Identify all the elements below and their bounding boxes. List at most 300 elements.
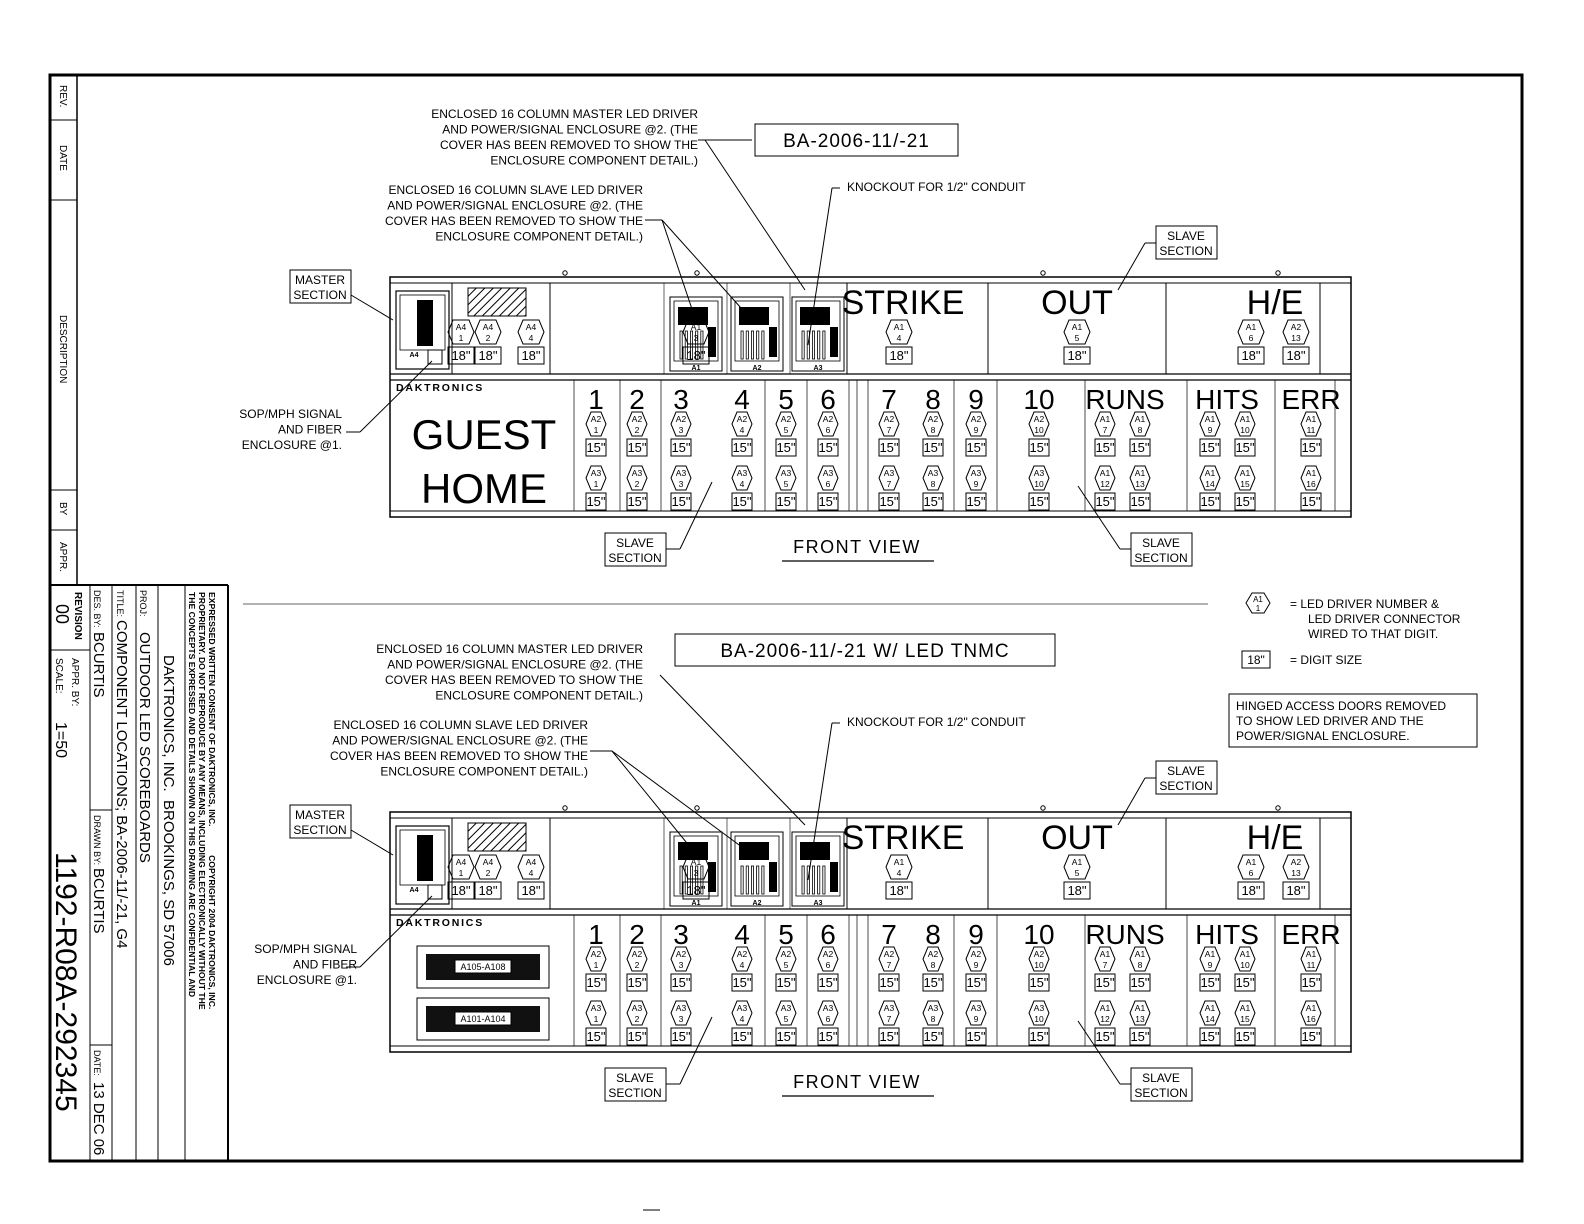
- lift-eye: [695, 271, 699, 275]
- row1-digit-12-connector: 8: [1137, 425, 1143, 435]
- slave-driver-enclosure-label: A2: [752, 365, 762, 372]
- slave-driver-enclosure-module: [802, 331, 804, 359]
- row2-digit-12-size: 15": [1130, 494, 1150, 509]
- row1-digit-11-connector: 7: [1102, 425, 1108, 435]
- project-value: OUTDOOR LED SCOREBOARDS: [136, 632, 153, 863]
- slave-driver-enclosure-module: [802, 866, 804, 894]
- row1-digit-1-size: 15": [586, 440, 606, 455]
- row2-digit-14-driver: A1: [1239, 1003, 1251, 1013]
- row2-digit-12-size: 15": [1130, 1029, 1150, 1044]
- sop-enclosure-note: SOP/MPH SIGNAL: [239, 407, 342, 421]
- top-digit-5-connector: 4: [896, 868, 902, 878]
- row1-digit-8-size: 15": [923, 975, 943, 990]
- row1-digit-9-size: 15": [966, 440, 986, 455]
- row2-digit-7-size: 15": [879, 1029, 899, 1044]
- notice-line-3: EXPRESSED WRITTEN CONSENT OF DAKTRONICS, INC. COPYRIGHT 2004 DAKTRONICS, INC.: [207, 592, 217, 1010]
- sop-board: [417, 835, 433, 881]
- top-digit-1-size: 18": [451, 883, 471, 898]
- team-guest-label: GUEST: [411, 411, 557, 458]
- top-digit-4-driver: A1: [690, 322, 702, 332]
- lift-eye: [1041, 271, 1045, 275]
- column-label-4: 4: [734, 384, 750, 415]
- row2-digit-11-driver: A1: [1099, 1003, 1111, 1013]
- column-label-10: 10: [1023, 919, 1055, 950]
- row2-digit-1-size: 15": [586, 1029, 606, 1044]
- column-label-8: 8: [925, 919, 941, 950]
- row1-digit-7-size: 15": [879, 975, 899, 990]
- slave-driver-enclosure-terminal: [769, 862, 777, 892]
- column-label-5: 5: [778, 384, 794, 415]
- row2-digit-15-size: 15": [1301, 494, 1321, 509]
- row1-digit-15-connector: 11: [1306, 960, 1316, 970]
- notice-line-1: THE CONCEPTS EXPRESSED AND DETAILS SHOWN ON THIS DRAWING ARE CONFIDENTIAL AND: [187, 592, 197, 998]
- slave-driver-enclosure-module: [751, 866, 753, 894]
- row2-digit-1-size: 15": [586, 494, 606, 509]
- top-digit-2-connector: 2: [485, 333, 491, 343]
- fiber-box: [428, 885, 442, 899]
- row2-digit-2-size: 15": [627, 1029, 647, 1044]
- date-col-label: DATE: [57, 145, 68, 171]
- column-label-2: 2: [629, 919, 645, 950]
- row1-digit-1-driver: A2: [590, 414, 602, 424]
- leader-line: [662, 220, 750, 318]
- slave-section-label: SLAVE: [616, 1071, 654, 1085]
- row2-digit-3-size: 15": [671, 1029, 691, 1044]
- enclosure-label-a4: A4: [409, 887, 419, 894]
- row2-digit-7-size: 15": [879, 494, 899, 509]
- strike-label: STRIKE: [841, 819, 965, 857]
- slave-driver-enclosure-driver-board: [800, 842, 830, 860]
- top-digit-3-size: 18": [521, 883, 541, 898]
- row1-digit-1-size: 15": [586, 975, 606, 990]
- sop-board: [417, 300, 433, 346]
- row2-digit-13-size: 15": [1200, 1029, 1220, 1044]
- top-digit-4-size: 18": [686, 348, 706, 363]
- title-label: TITLE:: [115, 590, 125, 618]
- row1-digit-13-size: 15": [1200, 975, 1220, 990]
- row1-digit-7-size: 15": [879, 440, 899, 455]
- strike-label: STRIKE: [841, 284, 965, 322]
- enclosure-label-a4: A4: [409, 352, 419, 359]
- row2-digit-7-connector: 7: [886, 479, 892, 489]
- leader-line: [612, 751, 750, 853]
- row2-digit-6-size: 15": [818, 1029, 838, 1044]
- top-digit-1-driver: A4: [455, 857, 467, 867]
- row1-digit-2-size: 15": [627, 440, 647, 455]
- row1-digit-4-connector: 4: [739, 425, 745, 435]
- top-digit-1-size: 18": [451, 348, 471, 363]
- lift-eye: [695, 806, 699, 810]
- row1-digit-12-driver: A1: [1134, 949, 1146, 959]
- tnmc-label-1: A105-A108: [460, 962, 506, 972]
- row1-digit-8-driver: A2: [927, 414, 939, 424]
- tnmc-label-2: A101-A104: [460, 1014, 506, 1024]
- row2-digit-13-connector: 14: [1205, 479, 1215, 489]
- row1-digit-11-size: 15": [1095, 975, 1115, 990]
- row1-digit-11-size: 15": [1095, 440, 1115, 455]
- row1-digit-12-size: 15": [1130, 440, 1150, 455]
- top-digit-4-size: 18": [686, 883, 706, 898]
- brand-label: DAKTRONICS: [396, 917, 484, 929]
- master-driver-note: ENCLOSED 16 COLUMN MASTER LED DRIVER: [376, 642, 643, 656]
- row2-digit-5-driver: A3: [780, 1003, 792, 1013]
- he-label: H/E: [1246, 284, 1304, 322]
- slave-section-label: SLAVE: [1167, 229, 1205, 243]
- slave-driver-note: AND POWER/SIGNAL ENCLOSURE @2. (THE: [387, 198, 643, 213]
- row1-digit-4-connector: 4: [739, 960, 745, 970]
- top-digit-3-driver: A4: [525, 857, 537, 867]
- row2-digit-14-connector: 15: [1240, 479, 1250, 489]
- column-label-5: 5: [778, 919, 794, 950]
- row1-digit-15-connector: 11: [1306, 425, 1316, 435]
- row1-digit-7-driver: A2: [883, 414, 895, 424]
- row1-digit-14-size: 15": [1235, 440, 1255, 455]
- row1-digit-14-driver: A1: [1239, 414, 1251, 424]
- row1-digit-6-driver: A2: [822, 949, 834, 959]
- row2-digit-10-connector: 10: [1034, 1014, 1044, 1024]
- master-driver-enclosure-module: [680, 331, 682, 359]
- row2-digit-9-connector: 9: [973, 479, 979, 489]
- row2-digit-11-connector: 12: [1100, 479, 1110, 489]
- row2-digit-5-size: 15": [776, 1029, 796, 1044]
- row2-digit-6-driver: A3: [822, 1003, 834, 1013]
- row1-digit-6-size: 15": [818, 440, 838, 455]
- row2-digit-13-driver: A1: [1204, 468, 1216, 478]
- legend-note-1: HINGED ACCESS DOORS REMOVED: [1236, 699, 1447, 713]
- row1-digit-10-driver: A2: [1033, 414, 1045, 424]
- model-label: BA-2006-11/-21 W/ LED TNMC: [720, 641, 1010, 662]
- master-driver-enclosure-label: A1: [691, 365, 701, 372]
- leader-line: [360, 896, 432, 967]
- top-digit-7-size: 18": [1241, 883, 1261, 898]
- row2-digit-10-connector: 10: [1034, 479, 1044, 489]
- row1-digit-15-size: 15": [1301, 440, 1321, 455]
- top-digit-1-driver: A4: [455, 322, 467, 332]
- row1-digit-5-driver: A2: [780, 949, 792, 959]
- slave-section-label: SECTION: [608, 551, 662, 565]
- top-digit-3-connector: 4: [528, 333, 534, 343]
- row1-digit-13-connector: 9: [1207, 425, 1213, 435]
- top-digit-7-size: 18": [1241, 348, 1261, 363]
- top-digit-8-driver: A2: [1290, 857, 1302, 867]
- slave-driver-enclosure-module: [757, 866, 759, 894]
- row1-digit-6-connector: 6: [825, 425, 831, 435]
- column-label-6: 6: [820, 384, 836, 415]
- slave-driver-enclosure-module: [823, 866, 825, 894]
- row2-digit-4-size: 15": [732, 1029, 752, 1044]
- row2-digit-10-driver: A3: [1033, 468, 1045, 478]
- top-digit-5-connector: 4: [896, 333, 902, 343]
- column-label-9: 9: [968, 919, 984, 950]
- row2-digit-15-size: 15": [1301, 1029, 1321, 1044]
- row1-digit-9-connector: 9: [973, 425, 979, 435]
- column-label-11: RUNS: [1085, 919, 1165, 950]
- slave-driver-note: COVER HAS BEEN REMOVED TO SHOW THE: [329, 749, 588, 763]
- row2-digit-15-connector: 16: [1306, 479, 1316, 489]
- row1-digit-4-driver: A2: [736, 414, 748, 424]
- row2-digit-2-size: 15": [627, 494, 647, 509]
- master-driver-note: COVER HAS BEEN REMOVED TO SHOW THE: [384, 673, 643, 687]
- row1-digit-12-size: 15": [1130, 975, 1150, 990]
- row2-digit-7-driver: A3: [883, 468, 895, 478]
- row2-digit-6-connector: 6: [825, 479, 831, 489]
- sop-enclosure-note: ENCLOSURE @1.: [241, 438, 342, 452]
- row1-digit-8-size: 15": [923, 440, 943, 455]
- row2-digit-12-driver: A1: [1134, 1003, 1146, 1013]
- column-label-13: ERR: [1281, 919, 1341, 950]
- column-label-1: 1: [588, 919, 604, 950]
- row2-digit-14-size: 15": [1235, 494, 1255, 509]
- des-by-value: BCURTIS: [90, 632, 107, 698]
- slave-driver-enclosure-module: [746, 331, 748, 359]
- row2-digit-1-connector: 1: [593, 1014, 599, 1024]
- master-driver-enclosure-label: A1: [691, 900, 701, 907]
- slave-driver-enclosure-module: [818, 866, 820, 894]
- master-section-label: MASTER: [294, 273, 346, 287]
- row2-digit-2-driver: A3: [631, 468, 643, 478]
- row1-digit-9-driver: A2: [970, 414, 982, 424]
- row2-digit-3-driver: A3: [675, 1003, 687, 1013]
- row1-digit-3-connector: 3: [678, 425, 684, 435]
- row2-digit-13-connector: 14: [1205, 1014, 1215, 1024]
- top-digit-5-driver: A1: [893, 857, 905, 867]
- lift-eye: [1276, 271, 1280, 275]
- column-label-6: 6: [820, 919, 836, 950]
- row2-digit-5-connector: 5: [783, 1014, 789, 1024]
- knockout-note: KNOCKOUT FOR 1/2" CONDUIT: [847, 180, 1026, 194]
- slave-driver-enclosure-module: [812, 866, 814, 894]
- legend-note-2: TO SHOW LED DRIVER AND THE: [1236, 714, 1424, 728]
- top-digit-4-connector: 3: [693, 868, 699, 878]
- row1-digit-11-driver: A1: [1099, 949, 1111, 959]
- row2-digit-8-connector: 8: [930, 479, 936, 489]
- row2-digit-2-driver: A3: [631, 1003, 643, 1013]
- top-digit-3-size: 18": [521, 348, 541, 363]
- sheet-border: [50, 75, 1522, 1161]
- row1-digit-7-driver: A2: [883, 949, 895, 959]
- row2-digit-1-connector: 1: [593, 479, 599, 489]
- team-home-label: HOME: [421, 465, 547, 512]
- leader-line: [662, 220, 695, 318]
- row1-digit-3-driver: A2: [675, 949, 687, 959]
- row1-digit-11-connector: 7: [1102, 960, 1108, 970]
- front-view-title: FRONT VIEW: [793, 1072, 921, 1092]
- slave-driver-note: ENCLOSURE COMPONENT DETAIL.): [380, 764, 588, 779]
- leader-line: [705, 140, 805, 290]
- front-views: [239, 107, 1351, 1210]
- row2-digit-14-connector: 15: [1240, 1014, 1250, 1024]
- row2-digit-4-driver: A3: [736, 1003, 748, 1013]
- column-label-13: ERR: [1281, 384, 1341, 415]
- row2-digit-11-connector: 12: [1100, 1014, 1110, 1024]
- column-label-10: 10: [1023, 384, 1055, 415]
- row1-digit-4-driver: A2: [736, 949, 748, 959]
- slave-driver-enclosure-module: [812, 331, 814, 359]
- row2-digit-6-size: 15": [818, 494, 838, 509]
- leader-line: [351, 295, 393, 320]
- row1-digit-10-connector: 10: [1034, 425, 1044, 435]
- row2-digit-2-connector: 2: [634, 479, 640, 489]
- front-view-2: [254, 634, 1351, 1210]
- row2-digit-6-driver: A3: [822, 468, 834, 478]
- row2-digit-4-size: 15": [732, 494, 752, 509]
- row1-digit-5-size: 15": [776, 975, 796, 990]
- slave-driver-enclosure-label: A3: [813, 365, 823, 372]
- row2-digit-3-connector: 3: [678, 1014, 684, 1024]
- top-digit-8-size: 18": [1286, 348, 1306, 363]
- appr-by-label: APPR. BY:: [69, 658, 80, 707]
- top-digit-7-driver: A1: [1245, 857, 1257, 867]
- vent-panel: [468, 288, 526, 316]
- top-digit-8-size: 18": [1286, 883, 1306, 898]
- lift-eye: [563, 271, 567, 275]
- master-section-label: MASTER: [294, 808, 346, 822]
- column-label-3: 3: [673, 919, 689, 950]
- master-driver-note: ENCLOSURE COMPONENT DETAIL.): [435, 688, 643, 703]
- slave-driver-enclosure-driver-board: [800, 307, 830, 325]
- row2-digit-1-driver: A3: [590, 468, 602, 478]
- column-label-4: 4: [734, 919, 750, 950]
- slave-driver-enclosure-terminal: [769, 327, 777, 357]
- slave-section-label: SLAVE: [1167, 764, 1205, 778]
- row1-digit-13-size: 15": [1200, 440, 1220, 455]
- row1-digit-14-driver: A1: [1239, 949, 1251, 959]
- row1-digit-2-connector: 2: [634, 960, 640, 970]
- top-digit-1-connector: 1: [458, 333, 464, 343]
- row1-digit-2-driver: A2: [631, 414, 643, 424]
- row1-digit-12-connector: 8: [1137, 960, 1143, 970]
- legend-size-text: = DIGIT SIZE: [1290, 653, 1363, 667]
- row1-digit-2-driver: A2: [631, 949, 643, 959]
- slave-driver-enclosure-module: [762, 331, 764, 359]
- master-driver-note: ENCLOSURE COMPONENT DETAIL.): [490, 153, 698, 168]
- row1-digit-10-size: 15": [1029, 440, 1049, 455]
- master-section-label: SECTION: [293, 823, 347, 837]
- slave-driver-enclosure-module: [818, 331, 820, 359]
- row1-digit-10-connector: 10: [1034, 960, 1044, 970]
- scale-value: 1=50: [52, 722, 69, 759]
- slave-driver-enclosure-module: [823, 331, 825, 359]
- row2-digit-8-driver: A3: [927, 1003, 939, 1013]
- slave-driver-enclosure-label: A3: [813, 900, 823, 907]
- description-col-label: DESCRIPTION: [57, 315, 68, 384]
- row2-digit-7-driver: A3: [883, 1003, 895, 1013]
- row2-digit-2-connector: 2: [634, 1014, 640, 1024]
- date-value: 13 DEC 06: [90, 1082, 107, 1156]
- row1-digit-5-size: 15": [776, 440, 796, 455]
- top-digit-2-driver: A4: [482, 322, 494, 332]
- row1-digit-15-driver: A1: [1305, 414, 1317, 424]
- legend: [1229, 593, 1477, 747]
- row2-digit-9-driver: A3: [970, 468, 982, 478]
- row2-digit-11-size: 15": [1095, 1029, 1115, 1044]
- row1-digit-1-connector: 1: [593, 425, 599, 435]
- revision-label: REVISION: [72, 592, 83, 640]
- row1-digit-8-connector: 8: [930, 960, 936, 970]
- row1-digit-8-connector: 8: [930, 425, 936, 435]
- by-col-label: BY: [57, 502, 68, 516]
- company-name: DAKTRONICS, INC. BROOKINGS, SD 57006: [160, 655, 177, 966]
- slave-driver-enclosure-module: [741, 866, 743, 894]
- row1-digit-14-connector: 10: [1240, 960, 1250, 970]
- row1-digit-3-size: 15": [671, 975, 691, 990]
- legend-driver-drv: A1: [1253, 595, 1263, 604]
- row2-digit-13-driver: A1: [1204, 1003, 1216, 1013]
- row1-digit-1-connector: 1: [593, 960, 599, 970]
- date-label: DATE:: [92, 1050, 102, 1076]
- top-digit-6-connector: 5: [1074, 333, 1080, 343]
- row1-digit-13-connector: 9: [1207, 960, 1213, 970]
- row2-digit-3-driver: A3: [675, 468, 687, 478]
- top-digit-4-connector: 3: [693, 333, 699, 343]
- row1-digit-6-size: 15": [818, 975, 838, 990]
- column-label-11: RUNS: [1085, 384, 1165, 415]
- row1-digit-3-driver: A2: [675, 414, 687, 424]
- row1-digit-4-size: 15": [732, 975, 752, 990]
- row2-digit-13-size: 15": [1200, 494, 1220, 509]
- revision-value: 00: [52, 604, 72, 625]
- row1-digit-1-driver: A2: [590, 949, 602, 959]
- row1-digit-9-size: 15": [966, 975, 986, 990]
- row1-digit-3-size: 15": [671, 440, 691, 455]
- revision-strip: [50, 75, 228, 585]
- slave-driver-enclosure-driver-board: [739, 307, 769, 325]
- row2-digit-12-connector: 13: [1135, 479, 1145, 489]
- top-digit-2-connector: 2: [485, 868, 491, 878]
- lift-eye: [1276, 806, 1280, 810]
- slave-driver-enclosure-driver-board: [739, 842, 769, 860]
- column-label-1: 1: [588, 384, 604, 415]
- row2-digit-10-driver: A3: [1033, 1003, 1045, 1013]
- slave-driver-note: ENCLOSURE COMPONENT DETAIL.): [435, 229, 643, 244]
- row2-digit-7-connector: 7: [886, 1014, 892, 1024]
- row1-digit-6-connector: 6: [825, 960, 831, 970]
- row1-digit-11-driver: A1: [1099, 414, 1111, 424]
- slave-driver-enclosure-module: [746, 866, 748, 894]
- row2-digit-3-size: 15": [671, 494, 691, 509]
- row1-digit-13-driver: A1: [1204, 949, 1216, 959]
- row2-digit-9-size: 15": [966, 494, 986, 509]
- top-digit-7-driver: A1: [1245, 322, 1257, 332]
- front-view-1: [239, 107, 1351, 566]
- out-label: OUT: [1041, 284, 1113, 322]
- master-driver-note: ENCLOSED 16 COLUMN MASTER LED DRIVER: [431, 107, 698, 121]
- row1-digit-4-size: 15": [732, 440, 752, 455]
- title-value: COMPONENT LOCATIONS; BA-2006-11/-21, G4: [113, 620, 130, 949]
- master-driver-note: AND POWER/SIGNAL ENCLOSURE @2. (THE: [442, 122, 698, 137]
- slave-driver-enclosure-label: A2: [752, 900, 762, 907]
- top-digit-7-connector: 6: [1248, 333, 1254, 343]
- top-digit-6-size: 18": [1067, 883, 1087, 898]
- top-digit-5-size: 18": [889, 348, 909, 363]
- slave-driver-note: AND POWER/SIGNAL ENCLOSURE @2. (THE: [332, 733, 588, 748]
- slave-driver-note: ENCLOSED 16 COLUMN SLAVE LED DRIVER: [388, 183, 643, 197]
- slave-driver-enclosure-module: [762, 866, 764, 894]
- slave-section-label: SECTION: [1134, 1086, 1188, 1100]
- top-digit-5-driver: A1: [893, 322, 905, 332]
- row2-digit-4-connector: 4: [739, 1014, 745, 1024]
- legend-driver-num: 1: [1255, 604, 1261, 613]
- master-driver-enclosure-module: [680, 866, 682, 894]
- row1-digit-8-driver: A2: [927, 949, 939, 959]
- row2-digit-11-driver: A1: [1099, 468, 1111, 478]
- row1-digit-7-connector: 7: [886, 960, 892, 970]
- top-digit-4-driver: A1: [690, 857, 702, 867]
- legend-driver-text-2: LED DRIVER CONNECTOR: [1308, 612, 1461, 626]
- row1-digit-9-connector: 9: [973, 960, 979, 970]
- row2-digit-9-size: 15": [966, 1029, 986, 1044]
- sop-enclosure-note: SOP/MPH SIGNAL: [254, 942, 357, 956]
